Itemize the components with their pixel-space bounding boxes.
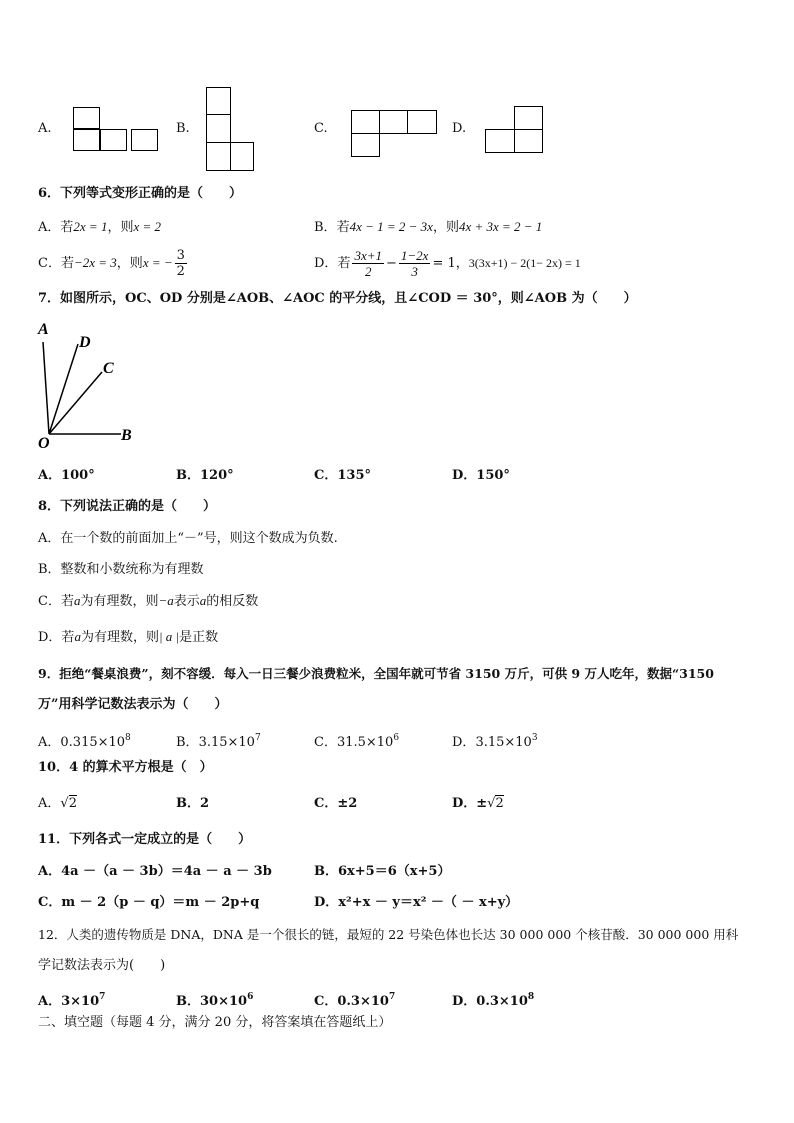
q6-option-d — [314, 245, 581, 282]
q12-stem-line-1: 12．人类的遗传物质是 DNA，DNA 是一个很长的链，最短的 22 号染色体也长达 30 000 000 个核苷酸．30 000 000 用科 — [38, 927, 739, 942]
q8-option-c — [38, 593, 258, 610]
q6-a-eq2: x = 2 — [133, 219, 162, 234]
q8-d-text-2: 是正数 — [179, 630, 219, 645]
q6-c-mid: ，则 — [116, 256, 143, 271]
q5-option-a-label: A. — [38, 121, 52, 136]
q8-option-d — [38, 629, 218, 646]
q11-stem: 11．下列各式一定成立的是（ ） — [38, 832, 252, 847]
q12-option-d: D．$0.3\times 10^8$ — [452, 992, 535, 1009]
q7-angle-figure — [35, 320, 165, 450]
q7-option-b: B．120° — [176, 468, 234, 483]
q6-b-eq1: 4x − 1 = 2 − 3x — [349, 219, 433, 234]
q6-b-eq2: 4x + 3x = 2 − 1 — [458, 219, 543, 234]
q5-option-d-label: D. — [452, 121, 467, 136]
q8-d-text-1: 为有理数，则 — [80, 630, 159, 645]
q6-d-eq: = 1， — [432, 256, 469, 271]
q9-option-a: A．$0.315\times 10^8$ — [38, 733, 131, 750]
q6-d-result: 3(3x+1) − 2(1− 2x) = 1 — [468, 256, 581, 270]
q6-d-pre: 若 — [337, 256, 351, 271]
q8-c-text-2: 表示 — [173, 594, 200, 609]
q7-label-c: C — [103, 360, 114, 377]
q6-stem: 6．下列等式变形正确的是（ ） — [38, 186, 243, 201]
q6-d-fraction-1: $\frac{3x+1}{2}$ — [354, 248, 382, 279]
q9-stem-line-2: 万”用科学记数法表示为（ ） — [38, 697, 228, 712]
q6-d-minus: − — [386, 256, 397, 271]
q7-label-b: B — [121, 427, 132, 444]
q6-option-c — [38, 245, 189, 282]
q9-option-b: B．$3.15\times 10^7$ — [176, 733, 261, 750]
q9-stem-line-1: 9．拒绝“餐桌浪费”，刻不容缓．每入一日三餐少浪费粒米，全国年就可节省 3150 万斤，可供 9 万人吃年，数据“3150 — [38, 666, 714, 681]
q6-b-pre: 若 — [336, 220, 350, 235]
q6-b-mid: ，则 — [432, 220, 459, 235]
q8-c-var-2: −a — [158, 593, 174, 608]
q11-option-b: B．6x+5＝6（x+5） — [314, 864, 451, 879]
q6-a-eq1: 2x = 1 — [73, 219, 108, 234]
q5-option-b-label: B. — [176, 121, 190, 136]
q10-stem: 10．4 的算术平方根是（ ） — [38, 760, 213, 775]
q6-c-eq2: x = − — [142, 255, 173, 270]
q6-a-label: A． — [38, 220, 61, 235]
q11-option-a: A．4a －（a － 3b）＝4a － a － 3b — [38, 864, 272, 879]
q7-label-d: D — [79, 334, 91, 351]
q6-c-pre: 若 — [60, 256, 74, 271]
q11-option-d: D．x²+x － y＝x² －（ － x+y） — [314, 895, 519, 910]
q8-c-label: C．若 — [38, 594, 74, 609]
q6-c-fraction: $\frac{3}{2}$ — [176, 248, 185, 279]
q12-option-a: A．$3\times 10^7$ — [38, 992, 106, 1009]
q6-option-b — [314, 219, 542, 236]
q12-stem-line-2: 学记数法表示为( ) — [38, 958, 166, 973]
section-2-heading: 二、填空题（每题 4 分，满分 20 分，将答案填在答题纸上） — [38, 1015, 392, 1030]
sqrt-symbol: √ — [487, 796, 496, 811]
q11-option-c: C．m － 2（p － q）＝m － 2p+q — [38, 895, 260, 910]
q10-option-a: A．√2 — [38, 796, 77, 811]
q8-d-label: D．若 — [38, 630, 75, 645]
q10-option-d: D．±√2 — [452, 796, 504, 811]
q9-option-c: C．$31.5\times 10^6$ — [314, 733, 400, 750]
q6-c-eq1: −2x = 3 — [73, 255, 117, 270]
q8-c-text-3: 的相反数 — [206, 594, 259, 609]
q9-option-d: D．$3.15\times 10^3$ — [452, 733, 538, 750]
q6-option-a — [38, 219, 161, 236]
q6-a-pre: 若 — [60, 220, 74, 235]
q6-a-mid: ，则 — [107, 220, 134, 235]
q8-c-var-3: a — [199, 593, 207, 608]
q8-c-var-1: a — [73, 593, 81, 608]
q8-d-var-2: | a | — [158, 629, 180, 644]
q7-option-d: D．150° — [452, 468, 510, 483]
q6-d-fraction-2: $\frac{1-2x}{3}$ — [400, 248, 429, 279]
q8-d-var-1: a — [74, 629, 81, 644]
q7-option-a: A．100° — [38, 468, 95, 483]
q8-option-a: A．在一个数的前面加上“－”号，则这个数成为负数. — [38, 531, 338, 546]
q8-c-text-1: 为有理数，则 — [80, 594, 159, 609]
q8-option-b: B．整数和小数统称为有理数 — [38, 562, 204, 577]
q12-option-b: B．$30\times 10^6$ — [176, 992, 254, 1009]
q10-option-b: B．2 — [176, 796, 210, 811]
q7-label-o: O — [38, 435, 50, 452]
q10-option-c: C．±2 — [314, 796, 358, 811]
sqrt-symbol: √ — [60, 796, 69, 811]
q7-option-c: C．135° — [314, 468, 371, 483]
q12-option-c: C．$0.3\times 10^7$ — [314, 992, 396, 1009]
q6-c-label: C． — [38, 256, 61, 271]
q5-option-c-label: C. — [314, 121, 328, 136]
q6-b-label: B． — [314, 220, 337, 235]
q8-stem: 8．下列说法正确的是（ ） — [38, 499, 217, 514]
q7-label-a: A — [38, 321, 49, 338]
q7-stem: 7．如图所示，OC、OD 分别是∠AOB、∠AOC 的平分线，且∠COD ＝ 30°，则∠AOB 为（ ） — [38, 291, 637, 306]
q6-d-label: D． — [314, 256, 338, 271]
